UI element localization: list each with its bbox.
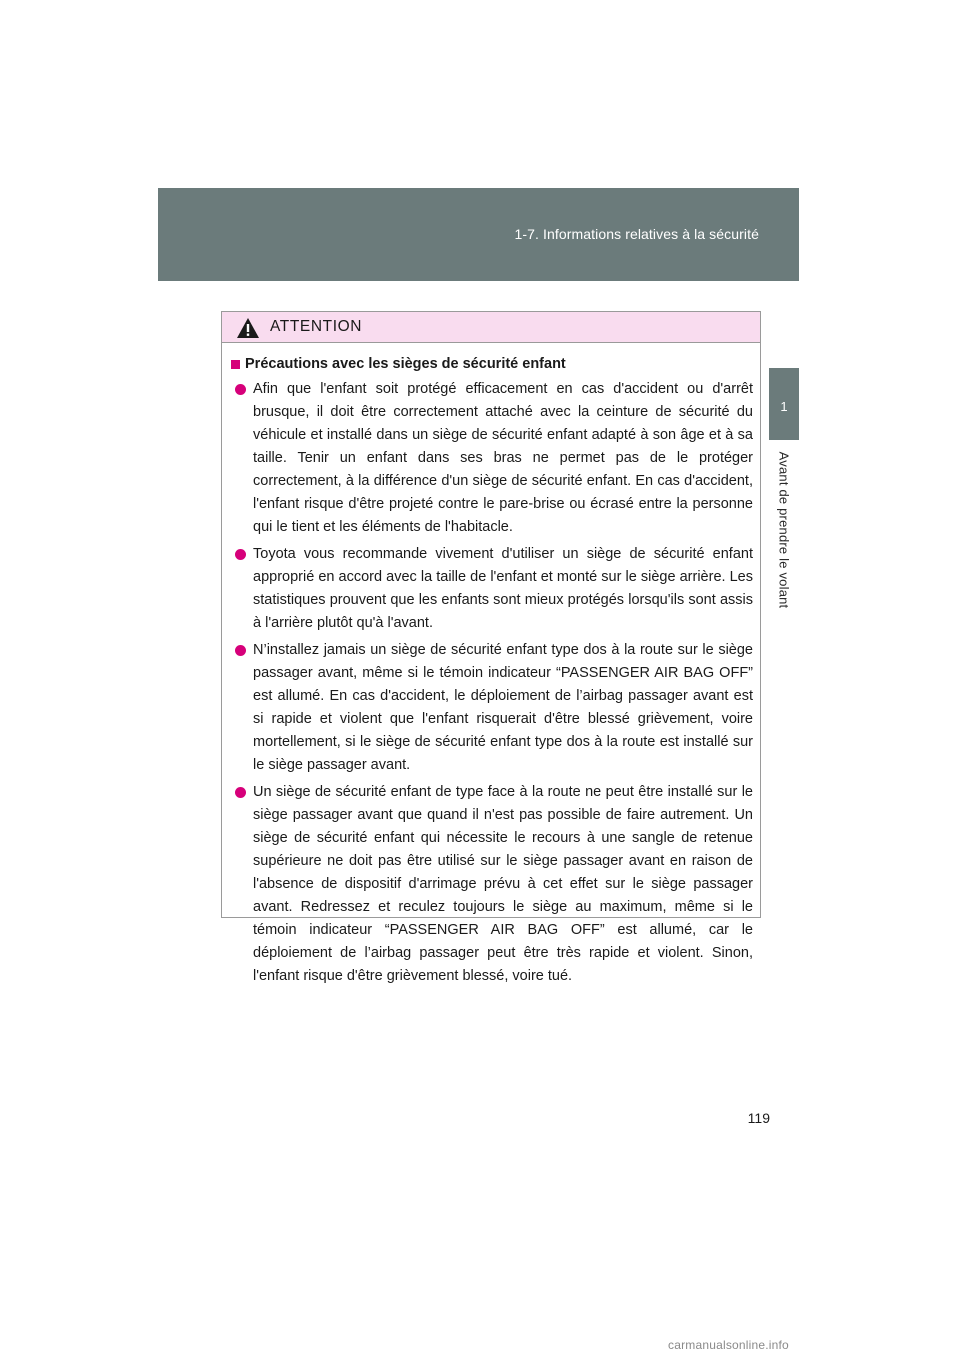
bullet-dot-icon <box>235 787 246 798</box>
bullet-dot-icon <box>235 645 246 656</box>
footer-watermark[interactable]: carmanualsonline.info <box>668 1338 789 1352</box>
chapter-number: 1 <box>780 399 788 414</box>
list-item <box>229 781 753 988</box>
bullet-dot-icon <box>235 549 246 560</box>
list-item <box>229 378 753 539</box>
caution-heading <box>229 354 753 374</box>
chapter-label: Avant de prendre le volant <box>776 451 792 609</box>
list-item-text: N’installez jamais un siège de sécurité enfant type dos à la route sur le siège passager avant, même si le témoin indicateur “PASSENGER AIR BAG OFF” est allumé. En cas d'accident, le déploiement de l’airbag passager avant est si rapide et violent que l'enfant risquerait d'être blessé grièvement, voire mortellement, si le siège de sécurité enfant type dos à la route est installé sur le siège passager avant. <box>253 642 753 773</box>
page-number: 119 <box>747 1110 770 1126</box>
list-item <box>229 543 753 635</box>
section-title: 1-7. Informations relatives à la sécurité <box>514 226 759 242</box>
square-bullet-icon <box>231 360 240 369</box>
bullet-dot-icon <box>235 384 246 395</box>
caution-box <box>221 311 761 984</box>
list-item <box>229 639 753 777</box>
caution-title: ATTENTION <box>270 318 363 335</box>
list-item-text: Un siège de sécurité enfant de type face à la route ne peut être installé sur le siège passager avant que quand il n'est pas possible de faire autrement. Un siège de sécurité enfant qui nécessite le recours à une sangle de retenue supérieure ne doit pas être utilisé sur le siège passager avant en raison de l'absence de dispositif d'arrimage prévu à cet effet sur le siège passager avant. Redressez et reculez toujours le siège au maximum, même si le témoin indicateur “PASSENGER AIR BAG OFF” est allumé, car le déploiement de l’airbag passager peut être très rapide et violent. Sinon, l'enfant risque d'être grièvement blessé, voire tué. <box>253 784 753 984</box>
chapter-tab <box>769 368 799 440</box>
list-item-text: Afin que l'enfant soit protégé efficacement en cas d'accident ou d'arrêt brusque, il doit être correctement attaché avec la ceinture de sécurité du véhicule et installé dans un siège de sécurité enfant adapté à son âge et à sa taille. Tenir un enfant dans ses bras ne permet pas de le protéger correctement, à la différence d'un siège de sécurité enfant. En cas d'accident, l'enfant risque d'être projeté contre le pare-brise ou écrasé entre la personne qui le tient et les éléments de l'habitacle. <box>253 381 753 535</box>
caution-body <box>222 343 760 988</box>
caution-header <box>222 312 760 343</box>
caution-heading-text: Précautions avec les sièges de sécurité enfant <box>245 356 566 372</box>
header-band <box>158 188 799 281</box>
warning-triangle-icon <box>236 317 260 339</box>
list-item-text: Toyota vous recommande vivement d'utiliser un siège de sécurité enfant approprié en accord avec la taille de l'enfant et monté sur le siège arrière. Les statistiques prouvent que les enfants sont mieux protégés lorsqu'ils sont assis à l'arrière plutôt qu'à l'avant. <box>253 546 753 631</box>
